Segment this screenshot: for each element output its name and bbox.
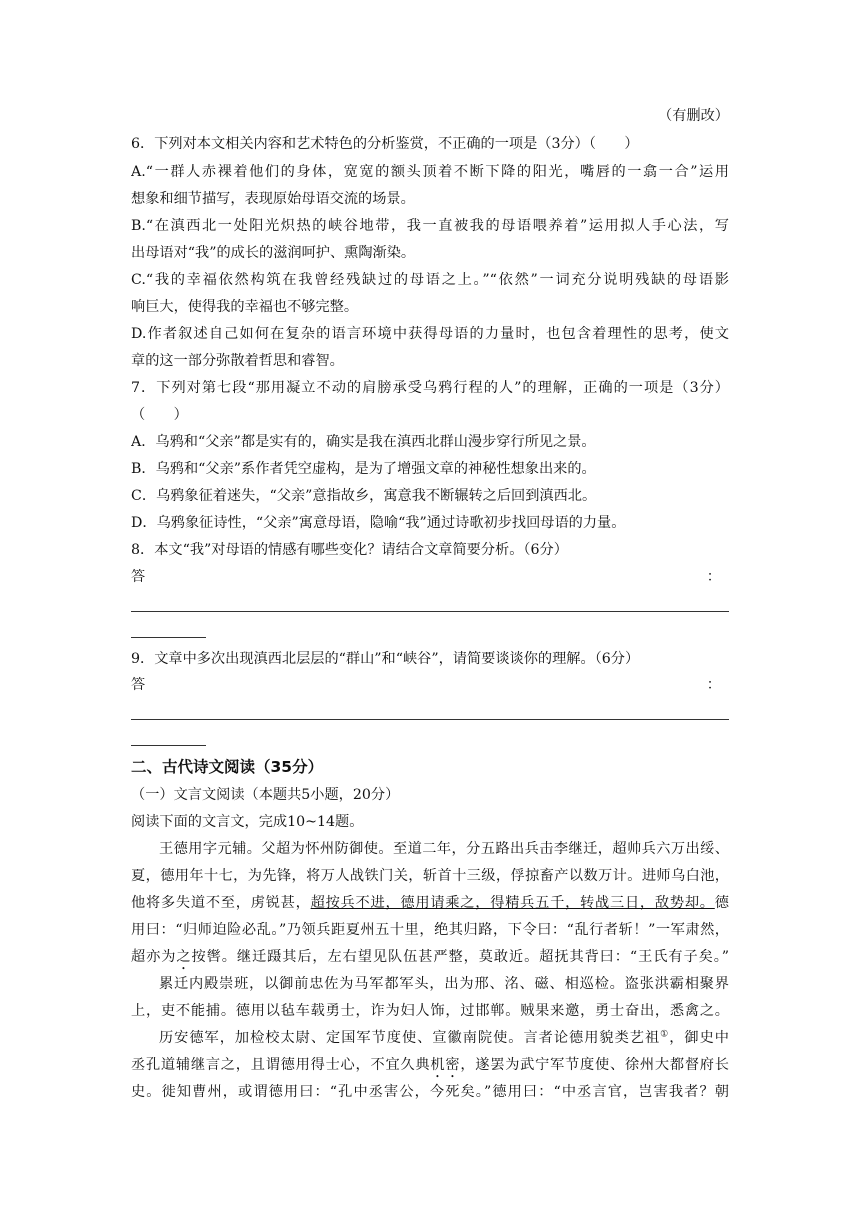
q7-option-a: A．乌鸦和“父亲”都是实有的，确实是我在滇西北群山漫步穿行所见之景。 bbox=[131, 434, 596, 450]
passage-text: ，御史中 bbox=[669, 1030, 729, 1046]
q6-option-c-line2: 响巨大，使得我的幸福也不够完整。 bbox=[131, 299, 359, 315]
q7-stem-line2: （ ） bbox=[131, 407, 188, 423]
passage-text: 超亦为 bbox=[131, 949, 177, 965]
passage-text: 德 bbox=[714, 895, 729, 911]
q6-stem: 6．下列对本文相关内容和艺术特色的分析鉴赏，不正确的一项是（3分）（ ） bbox=[131, 136, 639, 152]
q6-option-a-line2: 想象和细节描写，表现原始母语交流的场景。 bbox=[131, 191, 415, 207]
passage-text: ，遂罢为武宁军节度使、徐州大都督府长 bbox=[460, 1057, 729, 1073]
q9-stem: 9．文章中多次出现滇西北层层的“群山”和“峡谷”，请简要谈谈你的理解。（6分） bbox=[131, 651, 640, 667]
passage-p1-line2: 夏，德用年十七，为先锋，将万人战铁门关，斩首十三级，俘掠畜产以数万计。进师乌白池， bbox=[131, 868, 729, 884]
dotted-word: 机密 bbox=[430, 1057, 461, 1073]
section2-subheading: （一）文言文阅读（本题共5小题，20分） bbox=[131, 787, 400, 803]
q8-answer-colon: ： bbox=[706, 569, 721, 585]
source-note: （有删改） bbox=[658, 108, 729, 124]
q9-answer-label: 答 bbox=[131, 677, 146, 693]
q6-option-b-line1: B.“在滇西北一处阳光炽热的峡谷地带，我一直被我的母语喂养着”运用拟人手心法，写 bbox=[131, 218, 729, 234]
underlined-sentence: 超按兵不进，德用请乘之，得精兵五千，转战三日，敌势却。 bbox=[310, 895, 715, 911]
passage-p2-line1: 累迁内殿崇班，以御前忠佐为马军都军头，出为邢、洺、磁、相巡检。盗张洪霸相聚界 bbox=[159, 976, 729, 992]
passage-p1-line1: 王德用字元辅。父超为怀州防御使。至道二年，分五路出兵击李继迁，超帅兵六万出绥、 bbox=[159, 841, 729, 857]
passage-p3-line2 bbox=[131, 1055, 729, 1081]
passage-p2-line2: 上，吏不能捕。德用以毡车载勇士，诈为妇人饰，过邯郸。贼果来邀，勇士奋出，悉禽之。 bbox=[131, 1003, 729, 1019]
q8-answer-label: 答 bbox=[131, 569, 146, 585]
passage-p3-line3: 史。徙知曹州，或谓德用曰：“孔中丞害公，今死矣。”德用曰：“中丞言官，岂害我者？朝 bbox=[131, 1084, 729, 1100]
q7-stem-line1: 7．下列对第七段“那用凝立不动的肩膀承受乌鸦行程的人”的理解，正确的一项是（3分） bbox=[131, 380, 729, 396]
section2-heading: 二、古代诗文阅读（35分） bbox=[131, 758, 324, 776]
passage-p1-line4: 用曰：“归师迫险必乱。”乃领兵距夏州五十里，绝其归路，下令曰：“乱行者斩！”一军肃然， bbox=[131, 922, 729, 938]
q9-answer-colon: ： bbox=[706, 677, 721, 693]
passage-p3-line1 bbox=[131, 1028, 729, 1048]
q6-option-a-line1: A.“一群人赤裸着他们的身体，宽宽的额头顶着不断下降的阳光，嘴唇的一翕一合”运用 bbox=[131, 164, 729, 180]
section2-instruction: 阅读下面的文言文，完成10~14题。 bbox=[131, 814, 364, 830]
q8-answer-line-short[interactable] bbox=[131, 637, 206, 638]
q6-option-c-line1: C.“我的幸福依然构筑在我曾经残缺过的母语之上。”“依然”一词充分说明残缺的母语影 bbox=[131, 272, 729, 288]
q7-option-c: C．乌鸦象征着迷失，“父亲”意指故乡，寓意我不断辗转之后回到滇西北。 bbox=[131, 488, 597, 504]
q7-option-b: B．乌鸦和“父亲”系作者凭空虚构，是为了增强文章的神秘性想象出来的。 bbox=[131, 461, 596, 477]
passage-p1-line3 bbox=[131, 893, 729, 913]
passage-p1-line5 bbox=[131, 947, 729, 973]
q8-answer-line[interactable] bbox=[131, 611, 729, 612]
dotted-word: 之 bbox=[176, 949, 192, 965]
passage-text: 按辔。继迁蹑其后，左右望见队伍甚严整，莫敢近。超抚其背曰：“王氏有子矣。” bbox=[191, 949, 729, 965]
q9-answer-line[interactable] bbox=[131, 719, 729, 720]
passage-text: 他将多失道不至，虏锐甚， bbox=[131, 895, 311, 911]
q9-answer-line-short[interactable] bbox=[131, 745, 206, 746]
q8-stem: 8．本文“我”对母语的情感有哪些变化？请结合文章简要分析。（6分） bbox=[131, 542, 568, 558]
q6-option-b-line2: 出母语对“我”的成长的滋润呵护、熏陶渐染。 bbox=[131, 245, 416, 261]
q7-option-d: D．乌鸦象征诗性，“父亲”寓意母语，隐喻“我”通过诗歌初步找回母语的力量。 bbox=[131, 515, 626, 531]
q6-option-d-line2: 章的这一部分弥散着哲思和睿智。 bbox=[131, 353, 344, 369]
passage-text: 丞孔道辅继言之，且谓德用得士心，不宜久典 bbox=[131, 1057, 431, 1073]
q6-option-d-line1: D.作者叙述自己如何在复杂的语言环境中获得母语的力量时，也包含着理性的思考，使文 bbox=[131, 326, 729, 342]
footnote-marker: ① bbox=[660, 1029, 670, 1040]
passage-text: 历安德军，加检校太尉、定国军节度使、宣徽南院使。言者论德用貌类艺祖 bbox=[159, 1030, 661, 1046]
